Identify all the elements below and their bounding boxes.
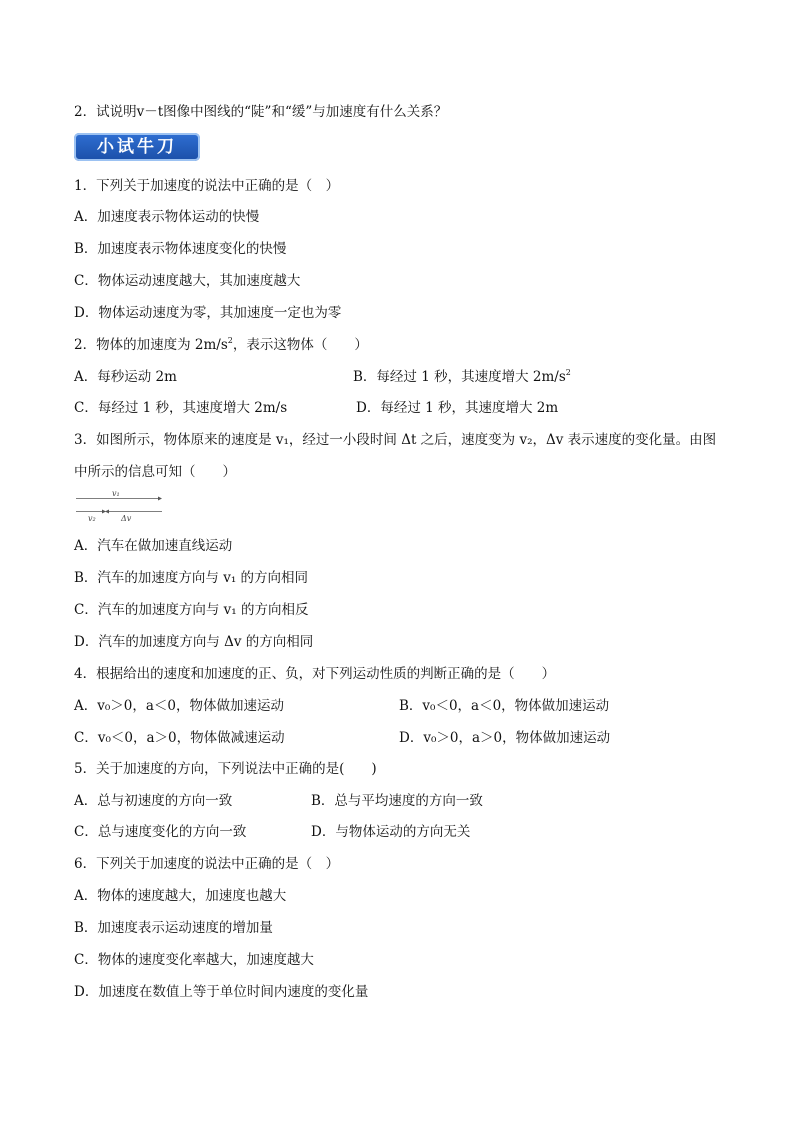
q3-stem-line1: 3．如图所示，物体原来的速度是 v₁，经过一小段时间 Δt 之后，速度变为 v₂，Δv 表示速度的变化量。由图	[74, 432, 717, 448]
q2-option-d: D．每经过 1 秒，其速度增大 2m	[356, 400, 559, 416]
q6-option-b: B．加速度表示运动速度的增加量	[74, 920, 273, 936]
q2-stem-post: ，表示这物体（ ）	[232, 337, 368, 353]
q1-option-b: B．加速度表示物体速度变化的快慢	[74, 241, 287, 257]
q2-option-a: A．每秒运动 2m	[74, 369, 177, 385]
q4-option-b: B．v₀＜0，a＜0，物体做加速运动	[399, 698, 610, 714]
q4-option-a: A．v₀＞0，a＜0，物体做加速运动	[74, 698, 285, 714]
q1-stem: 1．下列关于加速度的说法中正确的是（ ）	[74, 178, 340, 194]
velocity-diagram	[76, 486, 166, 526]
q5-option-c: C．总与速度变化的方向一致	[74, 824, 247, 840]
q2-stem-pre: 2．物体的加速度为 2m/s	[74, 337, 228, 353]
question-prev-stem: 2．试说明v－t图像中图线的“陡”和“缓”与加速度有什么关系？	[74, 104, 448, 120]
q4-option-c: C．v₀＜0，a＞0，物体做减速运动	[74, 730, 285, 746]
q1-option-c: C．物体运动速度越大，其加速度越大	[74, 273, 301, 289]
q3-option-b: B．汽车的加速度方向与 v₁ 的方向相同	[74, 570, 309, 586]
q2-stem-sup: 2	[227, 336, 233, 345]
q6-stem: 6．下列关于加速度的说法中正确的是（ ）	[74, 856, 340, 872]
q5-stem: 5．关于加速度的方向，下列说法中正确的是( )	[74, 761, 377, 777]
q2-stem	[74, 336, 368, 354]
q2-option-b-sup: 2	[565, 368, 571, 377]
q4-option-d: D．v₀＞0，a＞0，物体做加速运动	[399, 730, 611, 746]
q3-option-d: D．汽车的加速度方向与 Δv 的方向相同	[74, 634, 314, 650]
v1-arrow-head	[158, 497, 162, 501]
q3-stem-line2: 中所示的信息可知（ ）	[74, 464, 236, 480]
q1-option-d: D．物体运动速度为零，其加速度一定也为零	[74, 305, 342, 321]
q3-option-c: C．汽车的加速度方向与 v₁ 的方向相反	[74, 602, 309, 618]
dv-label: Δv	[121, 514, 132, 523]
q5-option-d: D．与物体运动的方向无关	[311, 824, 471, 840]
q6-option-a: A．物体的速度越大，加速度也越大	[74, 888, 287, 904]
q5-option-a: A．总与初速度的方向一致	[74, 793, 233, 809]
q3-option-a: A．汽车在做加速直线运动	[74, 538, 233, 554]
v2-label: v₂	[88, 514, 96, 523]
q6-option-c: C．物体的速度变化率越大，加速度越大	[74, 952, 314, 968]
q5-option-b: B．总与平均速度的方向一致	[311, 793, 483, 809]
q1-option-a: A．加速度表示物体运动的快慢	[74, 209, 260, 225]
section-banner	[74, 133, 200, 161]
v1-label: v₁	[112, 489, 120, 498]
section-banner-label: 小试牛刀	[97, 137, 177, 157]
q6-option-d: D．加速度在数值上等于单位时间内速度的变化量	[74, 984, 369, 1000]
q2-option-b	[353, 368, 571, 386]
q2-option-c: C．每经过 1 秒，其速度增大 2m/s	[74, 400, 288, 416]
q4-stem: 4．根据给出的速度和加速度的正、负，对下列运动性质的判断正确的是（ ）	[74, 666, 556, 682]
q2-option-b-text: B．每经过 1 秒，其速度增大 2m/s	[353, 369, 566, 385]
dv-arrow-head	[105, 510, 109, 514]
